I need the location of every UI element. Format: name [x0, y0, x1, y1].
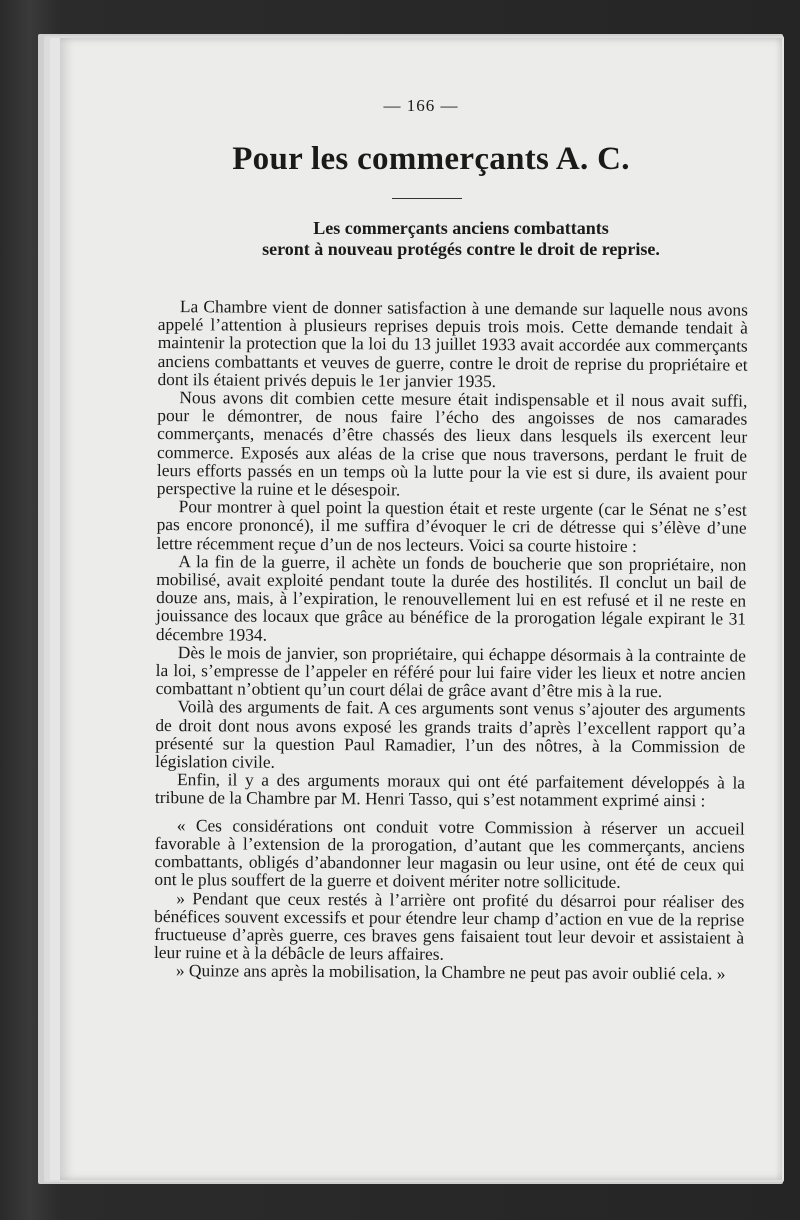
- body-paragraph: Nous avons dit combien cette mesure était indispensable et il nous avait suffi, pour le démontrer, de nous faire l’écho des angoisses de nos camarades commerçants, menacés d’être chassés des lieux dans lesquels ils exercent leur commerce. Exposés aux aléas de la crise que nous traversons, perdant le fruit de leurs efforts passés en un temps où la lutte pour la vie est si dure, ils avaient pour perspective la ruine et le désespoir.: [156, 387, 748, 500]
- page-number: — 166 —: [383, 96, 459, 115]
- body-paragraph: A la fin de la guerre, il achète un fonds de boucherie que son propriétaire, non mobilisé, avait exploité pendant toute la durée des hostilités. Il conclut un bail de douze ans, mais, à l’expiration, le renouvellement lui en est refusé et il ne reste en jouissance des locaux que grâce au bénéfice de la prorogation légale expirant le 31 décembre 1934.: [155, 550, 747, 645]
- body-paragraph: Enfin, il y a des arguments moraux qui ont été parfaitement développés à la tribune de la Chambre par M. Henri Tasso, qui s’est notamment exprimé ainsi :: [154, 769, 746, 811]
- article-body: [154, 297, 748, 983]
- document-page: [60, 38, 782, 1180]
- article-subtitle: [160, 218, 762, 260]
- article-title: Pour les commerçants A. C.: [232, 141, 630, 177]
- body-paragraph: Voilà des arguments de fait. A ces arguments sont venus s’ajouter des arguments de droit dont nous avons exposé les grands traits d’après l’excellent rapport qu’a présenté sur la question Paul Ramadier, l’un des nôtres, à la Commission de législation civile.: [155, 696, 746, 772]
- title-divider: [392, 198, 462, 199]
- body-paragraph: La Chambre vient de donner satisfaction à une demande sur laquelle nous avons appelé l’attention à plusieurs reprises depuis trois mois. Cette demande tendait à maintenir la protection que la loi du 13 juillet 1933 avait accordée aux commerçants anciens combattants et veuves de guerre, contre le droit de reprise du propriétaire et dont ils étaient privés depuis le 1er janvier 1935.: [157, 296, 748, 391]
- subtitle-line: seront à nouveau protégés contre le droit de reprise.: [262, 239, 660, 259]
- quote-paragraph: » Pendant que ceux restés à l’arrière ont profité du désarroi pour réaliser des bénéfices souvent excessifs et pour étendre leur champ d’action en vue de la reprise fructueuse d’après guerre, ces braves gens faisaient tout leur devoir et assistaient à leur ruine et à la débâcle de leurs affaires.: [153, 887, 745, 964]
- quote-paragraph: » Quinze ans après la mobilisation, la Chambre ne peut pas avoir oublié cela. »: [175, 960, 726, 984]
- subtitle-line: Les commerçants anciens combattants: [313, 218, 609, 238]
- body-paragraph: Pour montrer à quel point la question était et reste urgente (car le Sénat ne s’est pas encore prononcé), il me suffira d’évoquer le cri de détresse qui s’élève d’une lettre récemment reçue d’un de nos lecteurs. Voici sa courte histoire :: [156, 496, 747, 556]
- quote-paragraph: « Ces considérations ont conduit votre Commission à réserver un accueil favorable à l’extension de la prorogation, d’autant que les commerçants, anciens combattants, obligés d’abandonner leur magasin ou leur usine, ont été de ceux qui ont le plus souffert de la guerre et doivent mériter notre sollicitude.: [154, 814, 745, 893]
- body-paragraph: Dès le mois de janvier, son propriétaire, qui échappe désormais à la contrainte de la loi, s’empresse de l’appeler en référé pour lui faire vider les lieux et notre ancien combattant n’obtient qu’un court délai de grâce avant d’être mis à la rue.: [155, 641, 746, 702]
